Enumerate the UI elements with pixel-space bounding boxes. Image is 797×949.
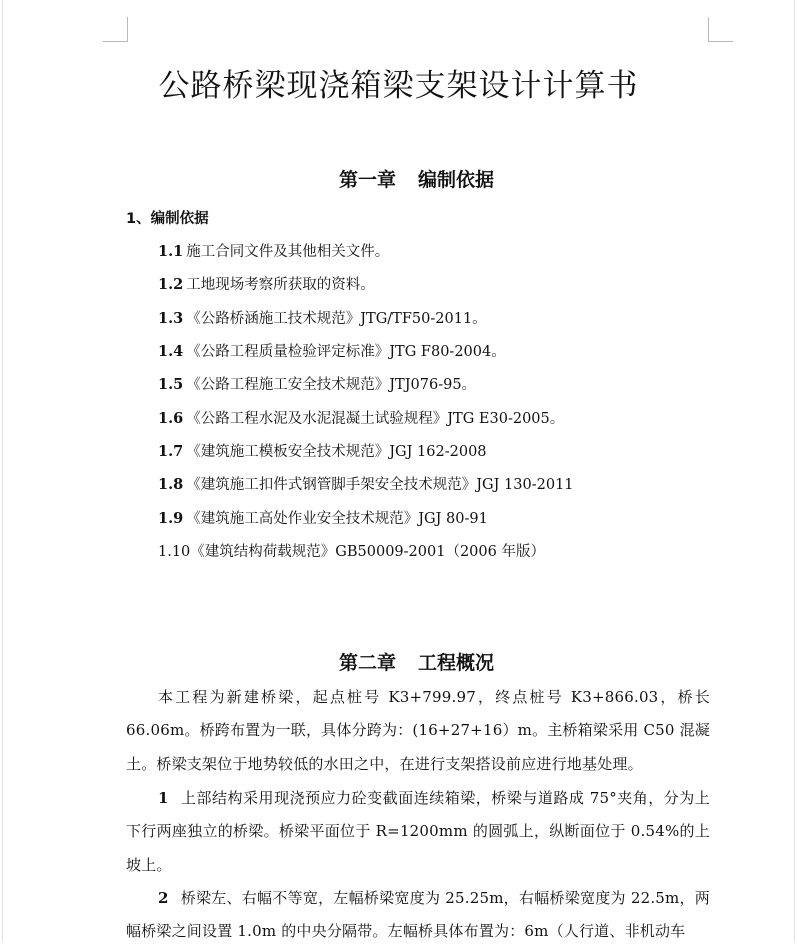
document-title: 公路桥梁现浇箱梁支架设计计算书 bbox=[158, 68, 639, 104]
reference-item: 1.5 《公路工程施工安全技术规范》JTJ076-95。 bbox=[158, 376, 477, 393]
chapter-1-label: 第一章 bbox=[338, 169, 396, 191]
reference-item: 1.10《建筑结构荷载规范》GB50009-2001（2006 年版） bbox=[158, 544, 545, 560]
reference-item: 1.6 《公路工程水泥及水泥混凝土试验规程》JTG E30-2005。 bbox=[158, 410, 565, 427]
chapter-1-heading bbox=[0, 165, 797, 192]
chapter-2-heading bbox=[0, 648, 797, 675]
overview-paragraph: 1 上部结构采用现浇预应力砼变截面连续箱梁，桥梁与道路成 75°夹角，分为上下行两座独立的桥梁。桥梁平面位于 R=1200mm 的圆弧上，纵断面位于 0.54%的上坡上。 bbox=[126, 789, 710, 874]
crop-mark-top-right bbox=[708, 17, 733, 42]
reference-item: 1.4 《公路工程质量检验评定标准》JTG F80-2004。 bbox=[158, 343, 506, 360]
chapter-2-label: 第二章 bbox=[338, 652, 396, 674]
page-edge-right bbox=[794, 0, 795, 942]
crop-mark-top-left bbox=[103, 17, 128, 42]
reference-item: 1.1 施工合同文件及其他相关文件。 bbox=[158, 243, 390, 260]
overview-paragraph: 2 桥梁左、右幅不等宽，左幅桥梁宽度为 25.25m，右幅桥梁宽度为 22.5m，两幅桥梁之间设置 1.0m 的中央分隔带。左幅桥具体布置为：6m（人行道、非机动车 bbox=[126, 889, 710, 941]
reference-item: 1.9 《建筑施工高处作业安全技术规范》JGJ 80-91 bbox=[158, 510, 488, 527]
chapter-1-title: 编制依据 bbox=[418, 169, 495, 191]
section-1-heading: 1、编制依据 bbox=[126, 211, 209, 227]
reference-item: 1.7 《建筑施工模板安全技术规范》JGJ 162-2008 bbox=[158, 443, 487, 460]
overview-paragraph: 本工程为新建桥梁，起点桩号 K3+799.97，终点桩号 K3+866.03，桥长 66.06m。桥跨布置为一联，具体分跨为：(16+27+16）m。主桥箱梁采用 C50 混凝土。桥梁支架位于地势较低的水田之中，在进行支架搭设前应进行地基处理。 bbox=[126, 688, 710, 773]
chapter-2-title: 工程概况 bbox=[418, 652, 495, 674]
reference-item: 1.3 《公路桥涵施工技术规范》JTG/TF50-2011。 bbox=[158, 310, 487, 327]
page-edge-left bbox=[2, 0, 3, 942]
reference-item: 1.2 工地现场考察所获取的资料。 bbox=[158, 276, 375, 293]
reference-item: 1.8 《建筑施工扣件式钢管脚手架安全技术规范》JGJ 130-2011 bbox=[158, 476, 574, 493]
